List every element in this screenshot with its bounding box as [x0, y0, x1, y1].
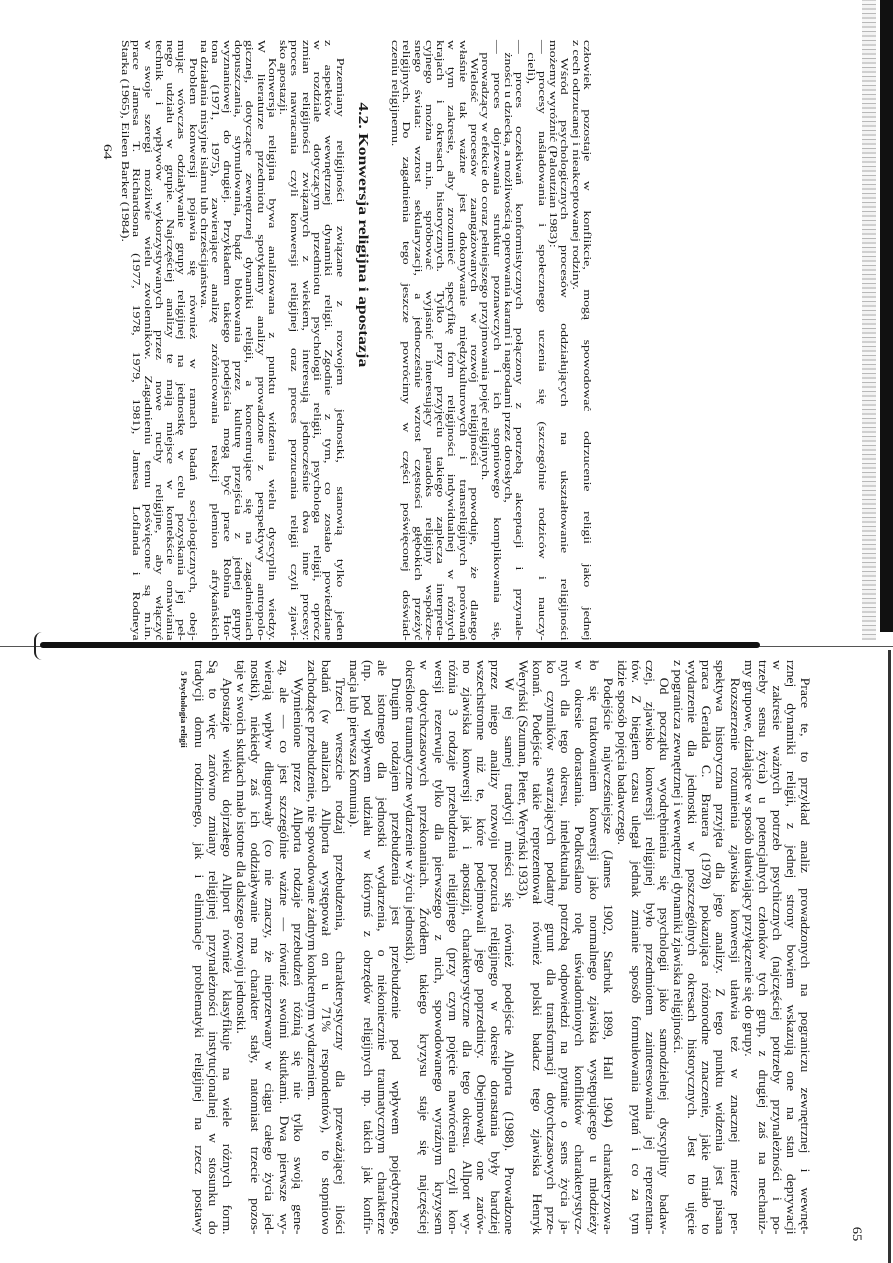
page-gutter-hook	[34, 632, 46, 660]
text-line: czej, zjawisko konwersji religijnej było przedmiotem zainteresowania jej reprezentan-	[642, 660, 657, 1235]
paragraph	[234, 660, 304, 1235]
paragraph	[119, 40, 198, 641]
text-line: w tym zakresie, aby zrozumieć specyfikę form religijności indywidualnej w różnych	[445, 40, 457, 641]
text-line: Trzeci wreszcie rodzaj przebudzenia, charakterystyczny dla przeważającej ilości	[332, 677, 347, 1235]
paragraph	[389, 40, 479, 641]
text-line: konań. Podejście takie reprezentował również polski badacz tego zjawiska Henryk	[530, 660, 545, 1235]
text-line: badań (w analizach Allporta występował on u 71% respondentów), to stopniowo	[318, 660, 333, 1235]
text-line: W literaturze przedmiotu spotykamy analizy prowadzone z perspektywy antropolo-	[254, 40, 266, 641]
paragraph	[569, 40, 592, 641]
text-line: tona (1971, 1975), zawierające analizę zróżnicowania reakcji plemion afrykańskich	[209, 40, 221, 641]
section-heading: 4.2. Konwersja religijna i apostazja	[355, 102, 371, 368]
scan-edge-line	[888, 650, 891, 1263]
text-line: żności u dziecka, a możliwością operowania karami i nagrodami przez dorosłych,	[501, 52, 513, 503]
paragraph	[403, 660, 516, 1235]
page-number: 65	[850, 1226, 865, 1242]
text-line: na działania misyjne islamu lub chrześcijaństwa.	[198, 40, 210, 309]
paragraph	[671, 660, 741, 1235]
text-line: religijnych. Do zagadnienia tego jeszcze powrócimy w części poświęconej doświad-	[400, 40, 412, 641]
text-line: cieli),	[524, 52, 536, 85]
paragraph	[305, 660, 347, 1235]
text-line: trzeby sensu życia) u potencjalnych członków tych grup, z drugiej zaś na mechaniz-	[755, 660, 770, 1235]
page-64-body	[119, 40, 592, 641]
text-line: Od początku wyodrębnienia się psychologii jako samodzielnej dyscypliny badaw-	[657, 677, 672, 1235]
paragraph	[516, 660, 615, 1235]
paragraph	[547, 40, 570, 641]
text-line: zachodzące przebudzenie, nie spowodowane żadnym konkretnym wydarzeniem.	[304, 660, 319, 1101]
text-line: człowiek pozostaje w konflikcie, mogą spowodować odrzucenie religii jako jednej	[581, 40, 592, 641]
scan-edge-shadow	[880, 0, 893, 632]
text-line: Starka (1965), Eileen Barker (1984).	[119, 40, 131, 242]
text-line: macja lub pierwsza Komunia).	[347, 660, 361, 828]
page-64	[92, 40, 592, 641]
text-line: praca Geralda C. Brauera (1978) pokazująca różnorodne znaczenie, jakie miało to	[699, 660, 714, 1235]
text-line: ło się traktowaniem konwersji jako normalnego zjawiska występującego u młodzieży	[586, 660, 601, 1235]
text-line: rznej dynamiki religii, z jednej strony bowiem wskazują one na stan deprywacji	[783, 660, 798, 1235]
paragraph	[198, 40, 277, 641]
text-line: (np. pod wpływem udziału w którymś z obrzędów religijnych np. takich jak konfir-	[361, 660, 376, 1235]
text-line: Konwersja religijna bywa analizowana z punktu widzenia wielu dyscyplin wiedzy.	[265, 57, 277, 641]
page-65-body	[192, 660, 812, 1235]
text-line: spektywa historyczna przyjęta dla jego analizy. Z tego punktu widzenia jest pisana	[713, 660, 728, 1235]
text-line: krajach i okresach historycznych. Tylko przy przyjęciu takiego zaplecza interpreta-	[434, 40, 446, 641]
text-line: my grupowe, działające w sposób ułatwiający przyłączenie się do grupy.	[741, 660, 756, 1057]
text-line: Wymienione przez Allporta rodzaje przebudzeń różnią się nie tylko swoją gene-	[290, 677, 305, 1235]
paragraph	[347, 660, 403, 1235]
text-line: — procesy naśladowania i społecznego uczenia się (szczególnie rodziców i nauczy-	[535, 40, 547, 641]
text-line: sko apostazji.	[277, 40, 289, 115]
text-line: tów. Z biegiem czasu ulegał jednak zmianie sposób formułowania pytań i co za tym	[628, 660, 643, 1235]
text-line: z aspektów wewnętrznej dynamiki religii. Zgodnie z tym, co zostało powiedziane	[322, 40, 334, 641]
text-line: zą, ale — co jest szczególnie ważne — również swoimi skutkami. Dwa pierwsze wy-	[276, 660, 291, 1235]
page-number: 64	[100, 144, 115, 160]
text-line: w zakresie ważnych potrzeb psychicznych (najczęściej potrzeby przynależności i po-	[769, 660, 784, 1235]
text-line: Apostazje wieku dojrzałego Allport również klasyfikuje na wiele różnych form.	[220, 677, 235, 1235]
text-line: Przemiany religijności związane z rozwojem jednostki, stanowią tylko jeden	[333, 57, 345, 641]
text-line: dopuszczania, stymulowania, bądź blokowania przez kulturę przejścia z jednej grupy	[231, 40, 243, 641]
list-item	[479, 40, 502, 641]
text-line: przez niego analizy rozwoju poczucia religijnego w okresie dorastania były bardziej	[487, 660, 502, 1235]
text-line: Wśród psychologicznych procesów oddziałujących na ukształtowanie religijności	[558, 57, 570, 641]
page-header	[812, 660, 874, 1242]
text-line: określone traumatyczne wydarzenie w życiu jednostki).	[403, 660, 418, 964]
text-line: taje w swoich skutkach mało istotne dla dalszego rozwoju jednostki.	[234, 660, 249, 1034]
text-line: z pogranicza zewnętrznej i wewnętrznej dynamiki zjawiska religijności.	[671, 660, 686, 1054]
text-line: mując wówczas odziaływanie grupy religijnej na jednostkę w celu pozyskania jej peł-	[175, 40, 187, 641]
text-line: nostki), niekiedy zaś ich oddziaływanie ma charakter stały, natomiast trzecie pozos-	[248, 660, 263, 1235]
text-line: — proces oczekiwań konformistycznych połączony z potrzebą akceptacji i przynale-	[513, 40, 525, 641]
text-line: prowadzący w efekcie do coraz pełniejszego przyjmowania pojęć religijnych.	[479, 52, 491, 481]
text-line: w swoje szeregi możliwie wielu zwolenników. Zagadnieniu temu poświęcone są m.in.	[141, 40, 153, 641]
list-item	[502, 40, 525, 641]
text-line: w okresie dorastania. Podkreślano rolę uświadomionych konfliktów charakterystycz-	[572, 660, 587, 1235]
page-gutter-shadow	[40, 642, 760, 648]
signature-footer: 5 Psychologia religii	[178, 671, 188, 748]
text-line: Wielość procesów zaangażowanych w rozwój religijności powoduje, że dlatego	[468, 57, 480, 641]
text-line: w rozdziale dotyczącym przedmiotu psychologii religii, psychologa religii, oprócz	[311, 40, 323, 641]
text-line: Podejście najwcześniejsze (James 1902, Starbuk 1899, Hall 1904) charakteryzowa-	[600, 677, 615, 1235]
text-line: W tej samej tradycji mieści się również podejście Allporta (1988). Prowadzone	[502, 677, 517, 1235]
text-line: czeniu religijnemu.	[388, 40, 400, 147]
text-line: wersji rezerwuje tylko dla pierwszego z nich, spowodowanego wyraźnym kryzysem	[431, 660, 446, 1235]
text-line: Rozszerzenie rozumienia zjawiska konwersji ułatwia też w znacznej mierze per-	[727, 677, 742, 1235]
text-line: różnia 3 rodzaje przebudzenia religijnego (przy czym pojęcie nawrócenia czyli kon-	[445, 660, 460, 1235]
text-line: no zjawiska konwersji jak i apostazji, charakterystyczne dla tego okresu. Allport wy-	[459, 660, 474, 1235]
text-line: technik i wpływów wykorzystywanych przez nowe ruchy religijne, aby włączyć	[152, 40, 164, 641]
text-line: wyznaniowej do drugiej. Przykładem takiego podejścia mogą być prace Robina Hor-	[220, 40, 232, 641]
paragraph	[192, 660, 234, 1235]
scan-edge-noise	[862, 0, 876, 640]
text-line: wszechstronne niż te, które podejmowali jego poprzednicy. Obejmowały one zarów-	[473, 660, 488, 1235]
paragraph	[742, 660, 812, 1235]
list-item	[524, 40, 547, 641]
text-line: ale istotnego dla jednostki wydarzenia, o niekoniecznie traumatycznym charakterze	[375, 660, 390, 1235]
text-line: wydarzenie dla jednostki w poszczególnych okresach historycznych. Jest to ujęcie	[685, 660, 700, 1235]
text-line: właśnie tak ważne jest dokonywanie międzykulturowych i transreligijnych porównań	[456, 40, 468, 641]
text-line: idzie sposób pojęcia badawczego.	[614, 660, 629, 845]
text-line: — proces dojrzewania struktur poznawczych i ich stopniowego komplikowania się,	[490, 40, 502, 641]
text-line: w dotychczasowych przekonaniach. Źródłem takiego kryzysu staje się najczęściej	[417, 660, 432, 1235]
text-line: wierają wpływ długotrwały (co nie znaczy, że nieprzerwany w ciągu całego życia jed-	[262, 660, 277, 1235]
text-line: Problem konwersji pojawia się również w ramach badań socjologicznych, obej-	[186, 57, 198, 641]
text-line: ko czynników stwarzających podatny grunt dla transformacji dotychczasowych prze-	[544, 660, 559, 1235]
text-line: Weryński (Szuman, Pieter, Weryński 1933).	[516, 660, 531, 900]
text-line: Prace te, to przykład analiz prowadzonych na pograniczu zewnętrznej i wewnęt-	[798, 677, 812, 1235]
text-line: Są to więc zarówno zmiany religijnej przynależności instytucjonalnej w stosunku do	[206, 660, 221, 1235]
page-65	[110, 660, 874, 1242]
text-line: zmian religijności związanych z wiekiem, interesują jednocześnie dwa inne procesy:	[299, 40, 311, 641]
text-line: proces nawracania czyli konwersji religijnej oraz proces porzucania religii czyli zjawi-	[288, 40, 300, 641]
text-line: z cech odrzucanej i nieakceptowanej rodziny.	[569, 40, 581, 290]
text-line: nych dla tego okresu, intelektualną potrzebą odpowiedzi na pytanie o sens życia ja-	[558, 660, 573, 1235]
text-line: gicznej, dotyczące zewnętrznej dynamiki religii, a koncentrujące się na zagadnieniach	[243, 40, 255, 641]
text-line: tradycji domu rodzinnego, jak i eliminacje problematyki religijnej na rzecz postawy	[191, 660, 206, 1235]
paragraph	[615, 660, 671, 1235]
paragraph	[277, 40, 345, 641]
text-line: Drugim rodzajem przebudzenia jest przebudzenie pod wpływem pojedynczego,	[389, 677, 404, 1235]
text-line: nego udziału w grupie. Najczęściej analizy te mają miejsce w kontekście omawiania	[164, 40, 176, 641]
text-line: prace Jamesa T. Richardsona (1977, 1978, 1979, 1981), Jamesa Loflanda i Rodneya	[130, 40, 142, 641]
text-line: cyjnego można m.in. spróbować wyjaśnić interesujący paradoks religijny współcze-	[422, 40, 434, 641]
text-line: możemy wyróżnić (Paloutzian 1983):	[547, 40, 559, 248]
text-line: snego świata: wzrost sekularyzacji, a jednocześnie wzrost częstości głębokich przeżyć	[411, 40, 423, 641]
